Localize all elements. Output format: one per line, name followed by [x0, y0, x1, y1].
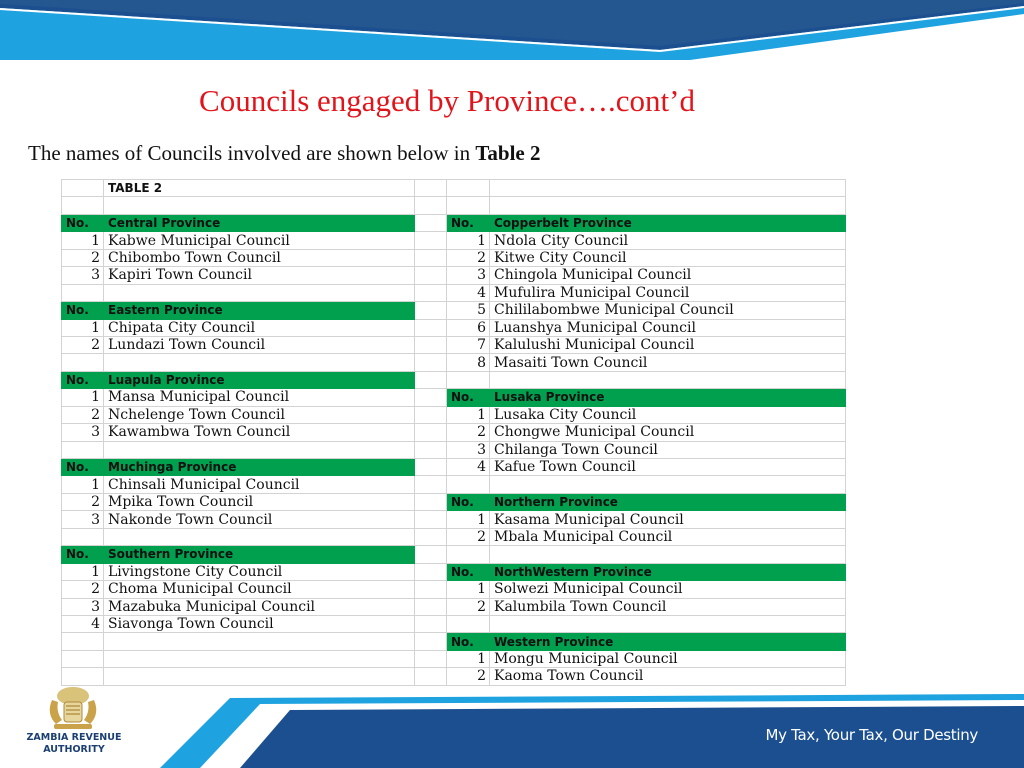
council-name: Chipata City Council — [104, 319, 415, 336]
council-name: Kawambwa Town Council — [104, 424, 415, 441]
table-row — [62, 615, 846, 632]
empty-cell — [447, 476, 490, 493]
gap-cell — [415, 371, 447, 388]
council-name: Chingola Municipal Council — [490, 267, 846, 284]
province-header: Southern Province — [104, 546, 415, 563]
province-header-no: No. — [62, 214, 104, 231]
empty-cell — [62, 441, 104, 458]
council-number: 1 — [447, 406, 490, 423]
council-name: Livingstone City Council — [104, 563, 415, 580]
table-row — [62, 319, 846, 336]
table-row — [62, 424, 846, 441]
council-number: 8 — [447, 354, 490, 371]
empty-cell — [104, 441, 415, 458]
council-number: 2 — [447, 249, 490, 266]
gap-cell — [415, 528, 447, 545]
council-name: Kitwe City Council — [490, 249, 846, 266]
table-row — [62, 511, 846, 528]
empty-cell — [62, 197, 104, 214]
table-row — [62, 563, 846, 580]
council-number: 1 — [62, 476, 104, 493]
gap-cell — [415, 197, 447, 214]
table-row — [62, 354, 846, 371]
council-number: 2 — [62, 581, 104, 598]
council-number: 2 — [447, 598, 490, 615]
council-name: Ndola City Council — [490, 232, 846, 249]
coat-of-arms-icon — [42, 684, 104, 732]
council-number: 5 — [447, 302, 490, 319]
province-header: Central Province — [104, 214, 415, 231]
province-header-no: No. — [62, 546, 104, 563]
council-number: 2 — [62, 249, 104, 266]
table-intro-text — [28, 139, 541, 167]
table-row — [62, 371, 846, 388]
council-name: Nakonde Town Council — [104, 511, 415, 528]
council-number: 1 — [62, 563, 104, 580]
gap-cell — [415, 180, 447, 197]
empty-cell — [62, 633, 104, 650]
gap-cell — [415, 459, 447, 476]
province-header-no: No. — [62, 302, 104, 319]
table-row — [62, 302, 846, 319]
table-row — [62, 581, 846, 598]
logo-text — [22, 732, 126, 756]
table-row — [62, 267, 846, 284]
table-row — [62, 284, 846, 301]
subtitle-table-reference: Table 2 — [475, 141, 541, 165]
gap-cell — [415, 668, 447, 685]
table-label: TABLE 2 — [104, 180, 415, 197]
empty-cell — [490, 546, 846, 563]
gap-cell — [415, 633, 447, 650]
gap-cell — [415, 511, 447, 528]
gap-cell — [415, 441, 447, 458]
council-number: 3 — [447, 441, 490, 458]
council-name: Kafue Town Council — [490, 459, 846, 476]
province-header: Copperbelt Province — [490, 214, 846, 231]
gap-cell — [415, 336, 447, 353]
slide-title: Councils engaged by Province….cont’d — [199, 83, 695, 118]
province-header-no: No. — [447, 214, 490, 231]
zra-logo — [22, 684, 126, 764]
empty-cell — [104, 633, 415, 650]
gap-cell — [415, 424, 447, 441]
province-header-no: No. — [447, 389, 490, 406]
council-number: 1 — [62, 389, 104, 406]
council-name: Lundazi Town Council — [104, 336, 415, 353]
table-row — [62, 389, 846, 406]
table-row — [62, 633, 846, 650]
province-header: NorthWestern Province — [490, 563, 846, 580]
council-name: Luanshya Municipal Council — [490, 319, 846, 336]
gap-cell — [415, 267, 447, 284]
empty-cell — [104, 284, 415, 301]
gap-cell — [415, 354, 447, 371]
council-name: Chililabombwe Municipal Council — [490, 302, 846, 319]
council-number: 2 — [62, 406, 104, 423]
empty-cell — [490, 476, 846, 493]
council-name: Lusaka City Council — [490, 406, 846, 423]
number-cell — [62, 180, 104, 197]
table-row — [62, 214, 846, 231]
council-name: Mufulira Municipal Council — [490, 284, 846, 301]
council-number: 1 — [62, 319, 104, 336]
empty-cell — [104, 528, 415, 545]
council-name: Solwezi Municipal Council — [490, 581, 846, 598]
council-number: 2 — [447, 424, 490, 441]
council-name: Mbala Municipal Council — [490, 528, 846, 545]
province-header-no: No. — [447, 493, 490, 510]
council-name: Chilanga Town Council — [490, 441, 846, 458]
table-row — [62, 197, 846, 214]
province-header: Muchinga Province — [104, 459, 415, 476]
council-number: 3 — [62, 598, 104, 615]
empty-cell — [447, 197, 490, 214]
council-name: Mpika Town Council — [104, 493, 415, 510]
gap-cell — [415, 319, 447, 336]
province-header: Western Province — [490, 633, 846, 650]
council-name: Siavonga Town Council — [104, 615, 415, 632]
gap-cell — [415, 546, 447, 563]
council-name: Nchelenge Town Council — [104, 406, 415, 423]
council-name: Kapiri Town Council — [104, 267, 415, 284]
council-number: 4 — [62, 615, 104, 632]
table-row — [62, 476, 846, 493]
council-number: 2 — [62, 493, 104, 510]
province-header-no: No. — [62, 371, 104, 388]
council-name: Kaoma Town Council — [490, 668, 846, 685]
province-header-no: No. — [447, 633, 490, 650]
empty-cell — [490, 197, 846, 214]
council-name: Kalulushi Municipal Council — [490, 336, 846, 353]
tagline: My Tax, Your Tax, Our Destiny — [765, 726, 978, 744]
province-header: Luapula Province — [104, 371, 415, 388]
empty-cell — [490, 180, 846, 197]
gap-cell — [415, 214, 447, 231]
council-number: 2 — [447, 528, 490, 545]
top-decorative-band — [0, 0, 1024, 62]
gap-cell — [415, 406, 447, 423]
empty-cell — [104, 197, 415, 214]
council-number: 1 — [447, 232, 490, 249]
empty-cell — [104, 650, 415, 667]
gap-cell — [415, 615, 447, 632]
council-number: 1 — [447, 581, 490, 598]
council-number: 2 — [447, 668, 490, 685]
empty-cell — [62, 284, 104, 301]
province-header: Northern Province — [490, 493, 846, 510]
council-number: 4 — [447, 284, 490, 301]
council-name: Mazabuka Municipal Council — [104, 598, 415, 615]
empty-cell — [104, 354, 415, 371]
empty-cell — [62, 650, 104, 667]
table-row — [62, 528, 846, 545]
gap-cell — [415, 598, 447, 615]
empty-cell — [447, 371, 490, 388]
gap-cell — [415, 389, 447, 406]
council-number: 1 — [62, 232, 104, 249]
gap-cell — [415, 232, 447, 249]
council-name: Chongwe Municipal Council — [490, 424, 846, 441]
table-row — [62, 441, 846, 458]
gap-cell — [415, 650, 447, 667]
gap-cell — [415, 493, 447, 510]
table-row — [62, 459, 846, 476]
council-number: 3 — [447, 267, 490, 284]
table-row — [62, 668, 846, 685]
logo-line-2: AUTHORITY — [43, 744, 105, 755]
council-name: Mansa Municipal Council — [104, 389, 415, 406]
council-name: Kalumbila Town Council — [490, 598, 846, 615]
empty-cell — [62, 668, 104, 685]
table-row — [62, 180, 846, 197]
province-header: Lusaka Province — [490, 389, 846, 406]
table-row — [62, 493, 846, 510]
council-number: 4 — [447, 459, 490, 476]
council-name: Kasama Municipal Council — [490, 511, 846, 528]
empty-cell — [490, 615, 846, 632]
gap-cell — [415, 581, 447, 598]
council-number: 1 — [447, 650, 490, 667]
gap-cell — [415, 284, 447, 301]
council-name: Chinsali Municipal Council — [104, 476, 415, 493]
council-name: Masaiti Town Council — [490, 354, 846, 371]
table-row — [62, 336, 846, 353]
gap-cell — [415, 249, 447, 266]
council-number: 3 — [62, 511, 104, 528]
council-number: 1 — [447, 511, 490, 528]
council-number: 2 — [62, 336, 104, 353]
empty-cell — [447, 180, 490, 197]
empty-cell — [490, 371, 846, 388]
empty-cell — [62, 528, 104, 545]
councils-table — [61, 179, 846, 686]
empty-cell — [104, 668, 415, 685]
council-name: Chibombo Town Council — [104, 249, 415, 266]
table-row — [62, 546, 846, 563]
gap-cell — [415, 476, 447, 493]
table-row — [62, 650, 846, 667]
council-number: 3 — [62, 424, 104, 441]
table-row — [62, 232, 846, 249]
council-name: Kabwe Municipal Council — [104, 232, 415, 249]
province-header-no: No. — [62, 459, 104, 476]
council-number: 7 — [447, 336, 490, 353]
empty-cell — [447, 546, 490, 563]
council-name: Mongu Municipal Council — [490, 650, 846, 667]
empty-cell — [62, 354, 104, 371]
subtitle-text: The names of Councils involved are shown below in — [28, 141, 476, 165]
council-number: 6 — [447, 319, 490, 336]
table-row — [62, 598, 846, 615]
province-header: Eastern Province — [104, 302, 415, 319]
gap-cell — [415, 302, 447, 319]
table-row — [62, 249, 846, 266]
province-header-no: No. — [447, 563, 490, 580]
council-number: 3 — [62, 267, 104, 284]
council-name: Choma Municipal Council — [104, 581, 415, 598]
table-row — [62, 406, 846, 423]
gap-cell — [415, 563, 447, 580]
logo-line-1: ZAMBIA REVENUE — [26, 732, 122, 743]
empty-cell — [447, 615, 490, 632]
